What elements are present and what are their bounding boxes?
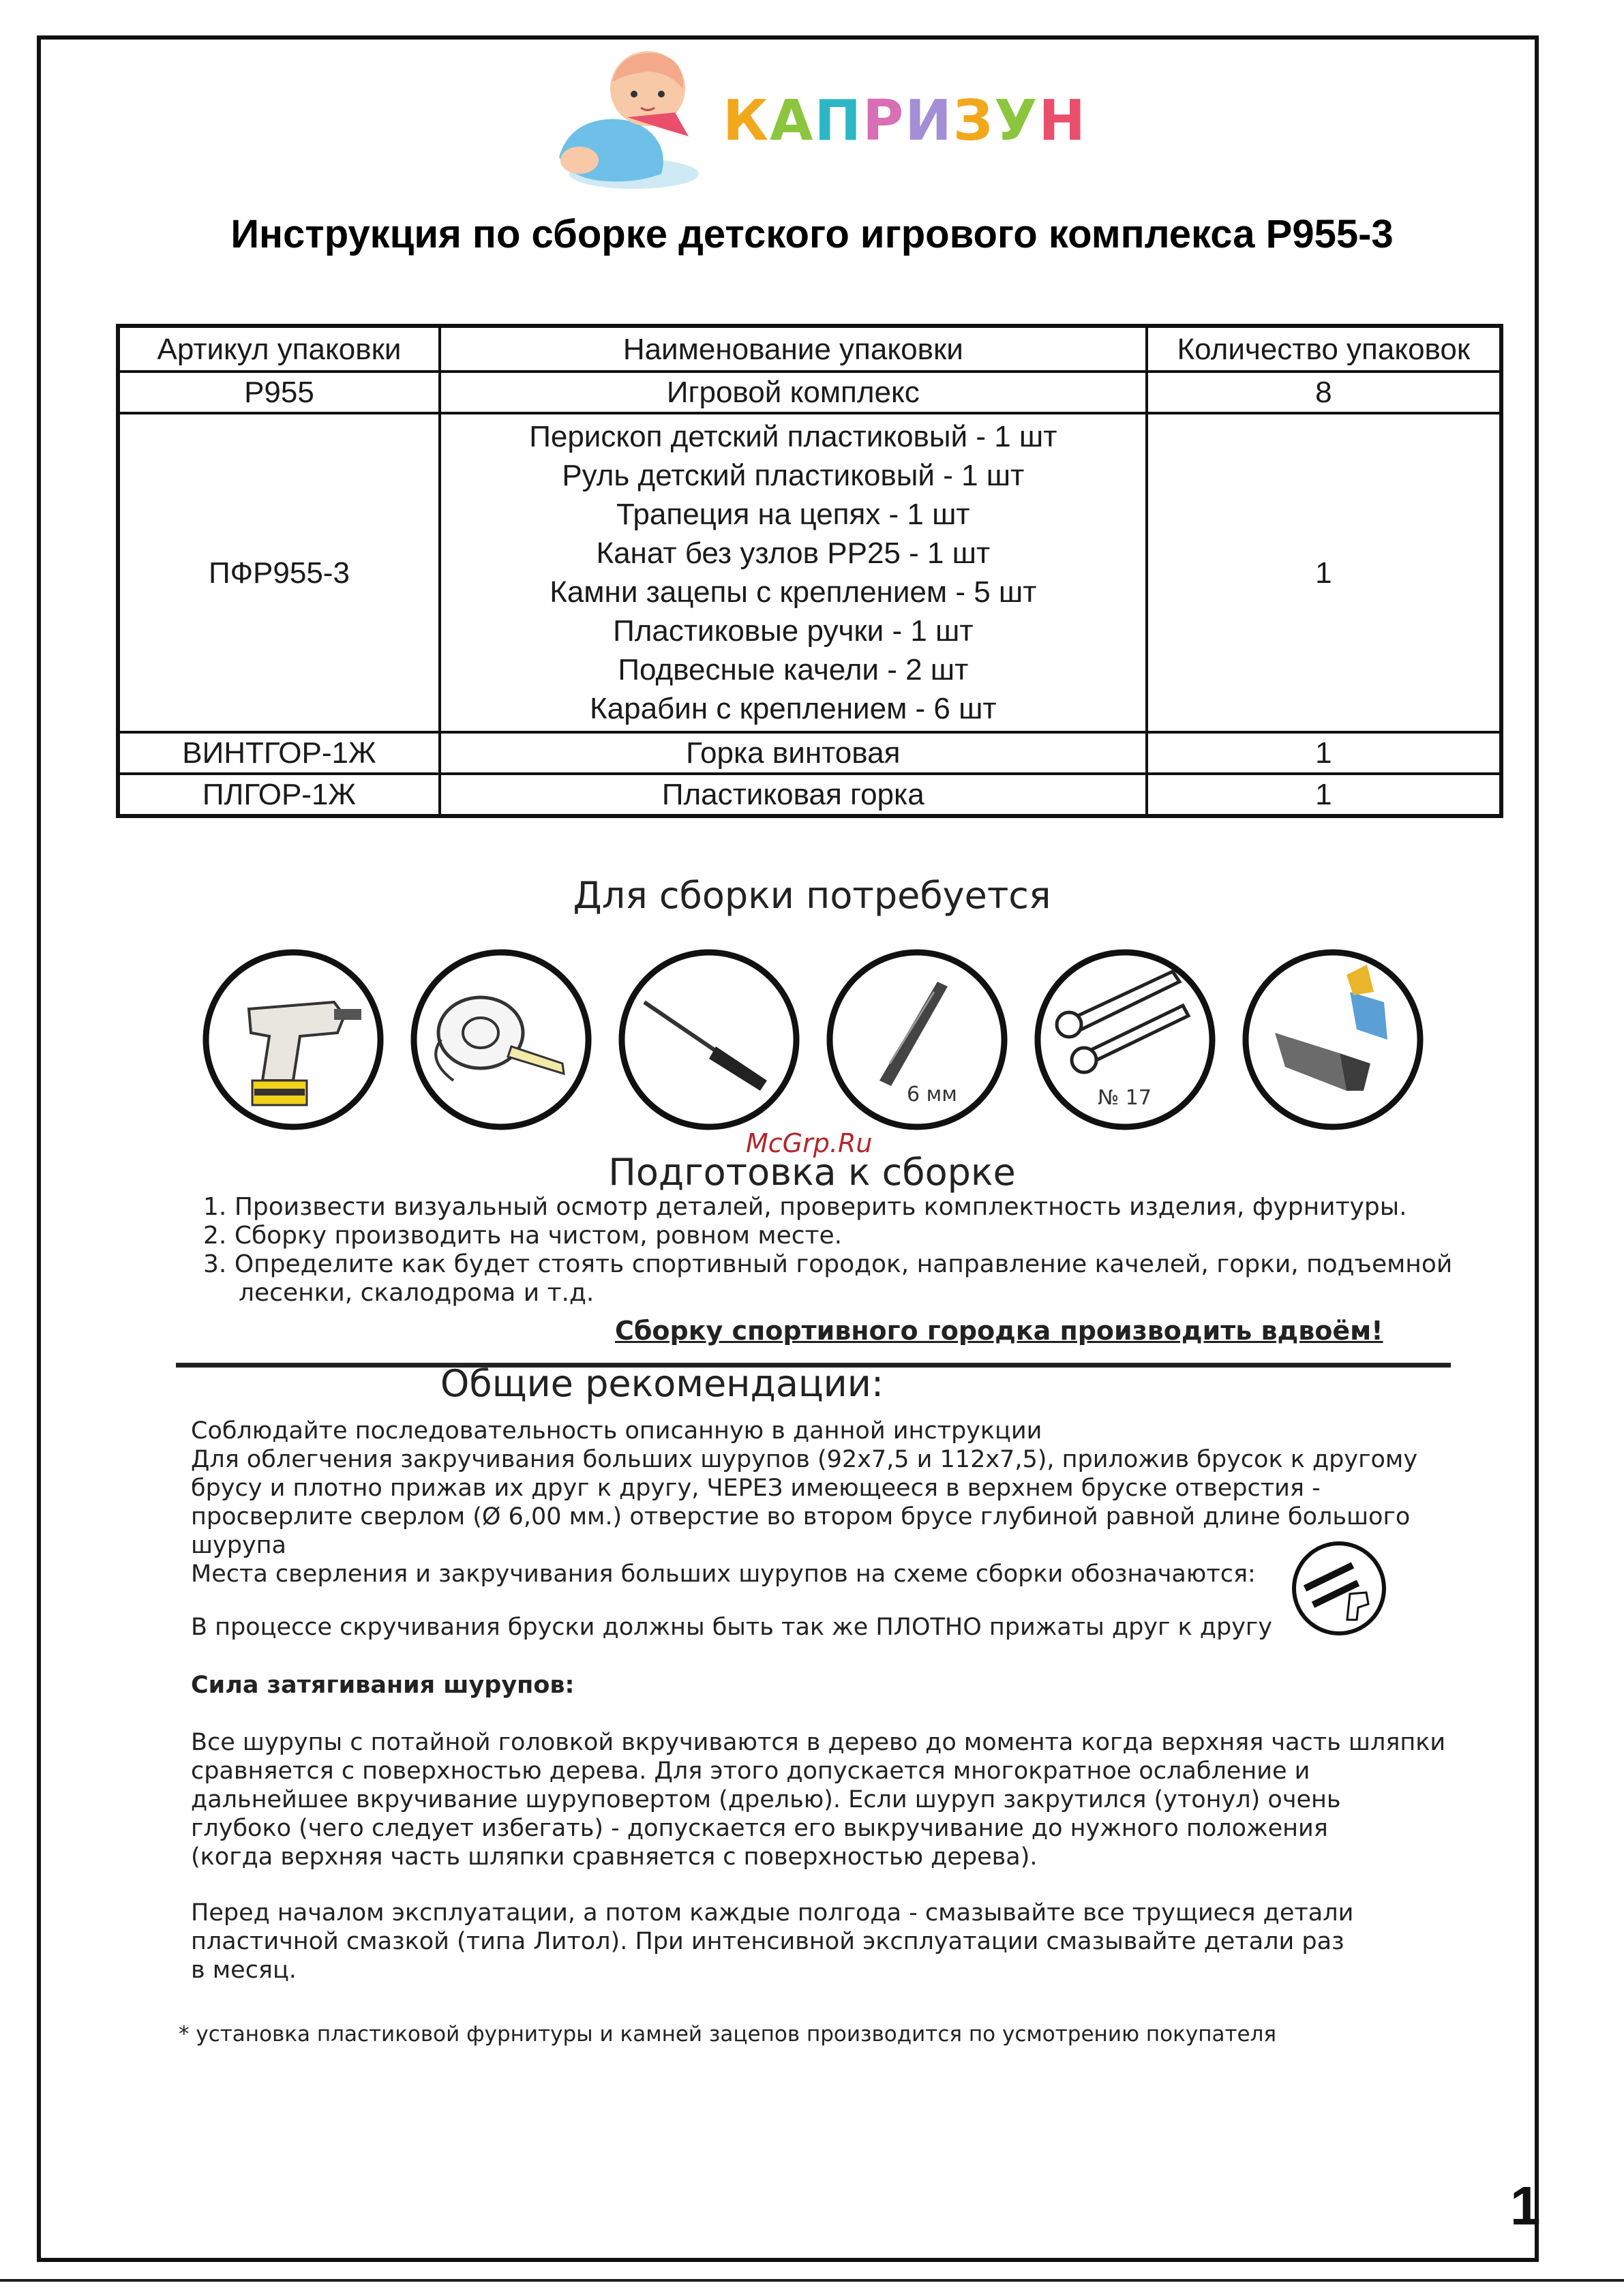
name-cell	[440, 372, 1147, 413]
qty-cell: 1	[1147, 732, 1501, 774]
brand-letter: Н	[1038, 89, 1087, 153]
brand-letter: П	[814, 89, 863, 153]
article-cell: ПЛГОР-1Ж	[118, 774, 440, 816]
qty-cell: 1	[1147, 774, 1501, 816]
screwdriver-icon	[614, 944, 805, 1135]
package-item: Руль детский пластиковый - 1 шт	[562, 459, 1025, 492]
table-row	[118, 774, 1501, 816]
torque-heading: Сила затягивания шурупов:	[191, 1672, 575, 1699]
package-item: Камни зацепы с креплением - 5 шт	[550, 575, 1037, 609]
table-row	[118, 372, 1501, 413]
package-item: Пластиковая горка	[661, 778, 924, 811]
package-item: Горка винтовая	[686, 736, 901, 770]
qty-cell: 8	[1147, 372, 1501, 413]
tools-row	[198, 944, 1425, 1142]
list-item: 1. Произвести визуальный осмотр деталей, проверить комплектность изделия, фурнитуры.	[203, 1193, 1407, 1221]
tape-measure-icon	[406, 944, 597, 1135]
list-item: 2. Сборку производить на чистом, ровном месте.	[203, 1222, 843, 1250]
brand-letter: Р	[862, 89, 905, 153]
brand-letter: З	[952, 89, 995, 153]
table-header-row	[118, 326, 1501, 372]
package-item: Карабин с креплением - 6 шт	[590, 692, 997, 725]
drill-bit-icon	[822, 944, 1012, 1135]
wrench-label: № 17	[1098, 1086, 1152, 1110]
brand-letter: А	[770, 89, 815, 153]
brand-letter: И	[905, 89, 953, 153]
brand-letter: У	[994, 89, 1039, 153]
name-cell	[440, 732, 1147, 774]
page-number: 1	[1510, 2175, 1541, 2236]
recommendations-para2: В процессе скручивания бруски должны быть так же ПЛОТНО прижаты друг к другу	[191, 1614, 1273, 1641]
screwdriver-bits-icon	[1237, 944, 1428, 1135]
list-item: 3. Определите как будет стоять спортивный городок, направление качелей, горки, подъемной лесенки, скалодрома и т.д.	[203, 1250, 1453, 1307]
drill-bit-label: 6 мм	[907, 1083, 957, 1106]
package-item: Пластиковые ручки - 1 шт	[613, 614, 974, 648]
document-title: Инструкция по сборке детского игрового комплекса Р955-3	[230, 212, 1394, 256]
package-item: Канат без узлов РР25 - 1 шт	[596, 537, 991, 570]
header-name: Наименование упаковки	[440, 326, 1147, 372]
recommendations-heading: Общие рекомендации:	[440, 1362, 884, 1405]
name-cell	[440, 413, 1147, 732]
preparation-list	[203, 1193, 1452, 1308]
package-item: Игровой комплекс	[666, 376, 920, 409]
article-cell: Р955	[118, 372, 440, 413]
header-qty: Количество упаковок	[1147, 326, 1501, 372]
table-row	[118, 732, 1501, 774]
qty-cell: 1	[1147, 413, 1501, 732]
drill-icon	[198, 944, 389, 1135]
bottom-rule	[0, 2279, 1624, 2282]
header-article: Артикул упаковки	[118, 326, 440, 372]
package-item: Трапеция на цепях - 1 шт	[616, 498, 970, 531]
recommendations-para3: Все шурупы с потайной головкой вкручиваются в дерево до момента когда верхняя часть шляпки сравняется с поверхностью дерева. Для этого допускается многократное ослабление и дальнейшее вкручивание шуруповертом (дрелью). Если шуруп закрутился (утонул) очень глубоко (чего следует избегать) - допускается его выкручивание до нужного положения (когда верхняя часть шляпки сравняется с поверхностью дерева).	[191, 1729, 1446, 1871]
wrench-icon	[1029, 944, 1220, 1135]
package-table	[116, 324, 1503, 818]
brand-letter: К	[723, 89, 770, 153]
watermark: McGrp.Ru	[746, 1128, 873, 1158]
recommendations-para1: Соблюдайте последовательность описанную в данной инструкции Для облегчения закручивания больших шурупов (92х7,5 и 112х7,5), приложив брусок к другому брусу и плотно прижав их друг к другу, ЧЕРЕЗ имеющееся в верхнем бруске отверстия - просверлите сверлом (Ø 6,00 мм.) отверстие во втором брусе глубиной равной длине большого шурупа Места сверления и закручивания больших шурупов на схеме сборки обозначаются:	[191, 1417, 1418, 1588]
recommendations-para4: Перед началом эксплуатации, а потом каждые полгода - смазывайте все трущиеся детали пластичной смазкой (типа Литол). При интенсивной эксплуатации смазывайте детали раз в месяц.	[191, 1899, 1354, 1984]
article-cell: ПФР955-3	[118, 413, 440, 732]
preparation-heading: Подготовка к сборке	[608, 1151, 1016, 1194]
footnote: * установка пластиковой фурнитуры и камней зацепов производится по усмотрению покупателя	[179, 2022, 1277, 2047]
package-item: Перископ детский пластиковый - 1 шт	[529, 420, 1057, 453]
name-cell	[440, 774, 1147, 816]
article-cell: ВИНТГОР-1Ж	[118, 732, 440, 774]
table-row	[118, 413, 1501, 732]
assembly-warning: Сборку спортивного городка производить вдвоём!	[615, 1316, 1383, 1346]
brand-name	[723, 89, 1087, 153]
tools-heading: Для сборки потребуется	[573, 874, 1051, 917]
package-item: Подвесные качели - 2 шт	[618, 653, 969, 686]
